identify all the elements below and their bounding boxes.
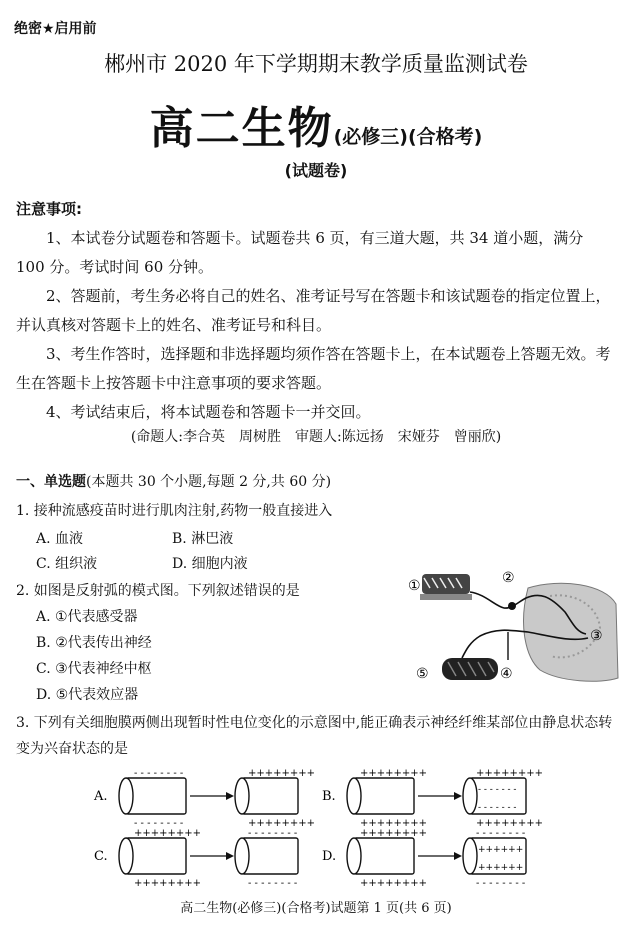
effector-shape xyxy=(442,658,498,680)
title-row xyxy=(0,92,632,156)
svg-text:- - - - - - -: - - - - - - - xyxy=(478,785,517,795)
receptor-shape xyxy=(420,574,472,600)
q3-option-a-letter: A. xyxy=(94,789,108,804)
question-3-stem: 3. 下列有关细胞膜两侧出现暂时性电位变化的示意图中,能正确表示神经纤维某部位由静息状态转变为兴奋状态的是 xyxy=(16,715,613,757)
fig-label-4: ④ xyxy=(500,666,513,682)
notice-item-3: 3、考生作答时，选择题和非选择题均须作答在答题卡上，在本试题卷上答题无效。考生在答题卡上按答题卡中注意事项的要求答题。 xyxy=(16,345,611,392)
notice-item-2: 2、答题前，考生务必将自己的姓名、准考证号写在答题卡和该试题卷的指定位置上，并认真核对答题卡上的姓名、准考证号和科目。 xyxy=(16,287,611,334)
svg-text:++++++++: ++++++++ xyxy=(360,878,428,886)
svg-text:++++++++: ++++++++ xyxy=(134,828,202,839)
q1-option-d: D. 细胞内液 xyxy=(172,556,248,572)
spinal-cord-shape xyxy=(524,583,618,681)
option-d-fiber-1 xyxy=(347,828,427,886)
svg-text:++++++++: ++++++++ xyxy=(360,818,428,829)
svg-text:- - - - - - - -: - - - - - - - - xyxy=(134,768,184,779)
q3-option-c-letter: C. xyxy=(94,849,108,864)
svg-text:++++++++: ++++++++ xyxy=(476,818,544,829)
svg-text:++++++++: ++++++++ xyxy=(476,768,544,779)
notice-item-4: 4、考试结束后，将本试题卷和答题卡一并交回。 xyxy=(46,403,371,421)
question-1-stem: 1. 接种流感疫苗时进行肌肉注射,药物一般直接进入 xyxy=(16,503,333,519)
svg-text:- - - - - - - -: - - - - - - - - xyxy=(248,828,298,839)
page-footer: 高二生物(必修三)(合格考)试题第 1 页(共 6 页) xyxy=(180,901,452,916)
svg-text:++++++++: ++++++++ xyxy=(360,768,428,779)
option-c-fiber-2 xyxy=(235,828,298,886)
q2-option-d: D. ⑤代表效应器 xyxy=(36,687,139,703)
section-desc: (本题共 30 个小题,每题 2 分,共 60 分) xyxy=(86,474,332,490)
q2-option-b: B. ②代表传出神经 xyxy=(36,635,152,651)
exam-name: 郴州市 2020 年下学期期末教学质量监测试卷 xyxy=(104,52,528,76)
notice-heading: 注意事项: xyxy=(16,200,82,218)
fig-label-2: ② xyxy=(502,570,515,586)
svg-text:++++++++: ++++++++ xyxy=(134,878,202,886)
fig-label-3: ③ xyxy=(590,628,603,644)
svg-text:++++++++: ++++++++ xyxy=(360,828,428,839)
subtitle: (试题卷) xyxy=(284,161,348,180)
option-b-fiber-2 xyxy=(463,768,543,829)
svg-text:- - - - - - - -: - - - - - - - - xyxy=(476,878,526,886)
q1-option-b: B. 淋巴液 xyxy=(172,531,234,547)
option-b-fiber-1 xyxy=(347,768,427,829)
q3-option-b-letter: B. xyxy=(322,789,336,804)
ganglion-dot xyxy=(508,602,516,610)
option-a-fiber-2 xyxy=(235,768,315,829)
svg-text:- - - - - - -: - - - - - - - xyxy=(478,803,517,813)
option-d-fiber-2 xyxy=(463,828,526,886)
title-suffix: (必修三)(合格考) xyxy=(333,126,483,148)
q3-option-d-letter: D. xyxy=(322,849,337,864)
svg-text:- - - - - - - -: - - - - - - - - xyxy=(248,878,298,886)
q1-option-a: A. 血液 xyxy=(36,531,84,547)
q2-option-c: C. ③代表神经中枢 xyxy=(36,661,152,677)
option-a-fiber-1 xyxy=(119,768,186,829)
svg-text:++++++++: ++++++++ xyxy=(248,818,316,829)
svg-text:++++++: ++++++ xyxy=(478,863,524,873)
q2-option-a: A. ①代表感受器 xyxy=(36,609,138,625)
svg-text:- - - - - - - -: - - - - - - - - xyxy=(476,828,526,839)
section-heading xyxy=(16,471,331,491)
fig-label-1: ① xyxy=(408,578,421,594)
membrane-potential-figure xyxy=(90,766,570,886)
section-title: 一、单选题 xyxy=(16,474,86,490)
confidential-mark: 绝密★启用前 xyxy=(14,21,97,37)
authors: (命题人:李合英 周树胜 审题人:陈远扬 宋娅芬 曾丽欣) xyxy=(130,429,502,445)
svg-text:++++++: ++++++ xyxy=(478,845,524,855)
question-2-stem: 2. 如图是反射弧的模式图。下列叙述错误的是 xyxy=(16,583,300,599)
page-title: 高二生物 xyxy=(149,103,334,154)
q1-option-c: C. 组织液 xyxy=(36,556,98,572)
svg-text:- - - - - - - -: - - - - - - - - xyxy=(134,818,184,829)
option-c-fiber-1 xyxy=(119,828,201,886)
svg-text:++++++++: ++++++++ xyxy=(248,768,316,779)
reflex-arc-figure xyxy=(400,566,622,698)
fig-label-5: ⑤ xyxy=(416,666,429,682)
notice-item-1: 1、本试卷分试题卷和答题卡。试题卷共 6 页，有三道大题，共 34 道小题，满分 100 分。考试时间 60 分钟。 xyxy=(16,229,584,276)
